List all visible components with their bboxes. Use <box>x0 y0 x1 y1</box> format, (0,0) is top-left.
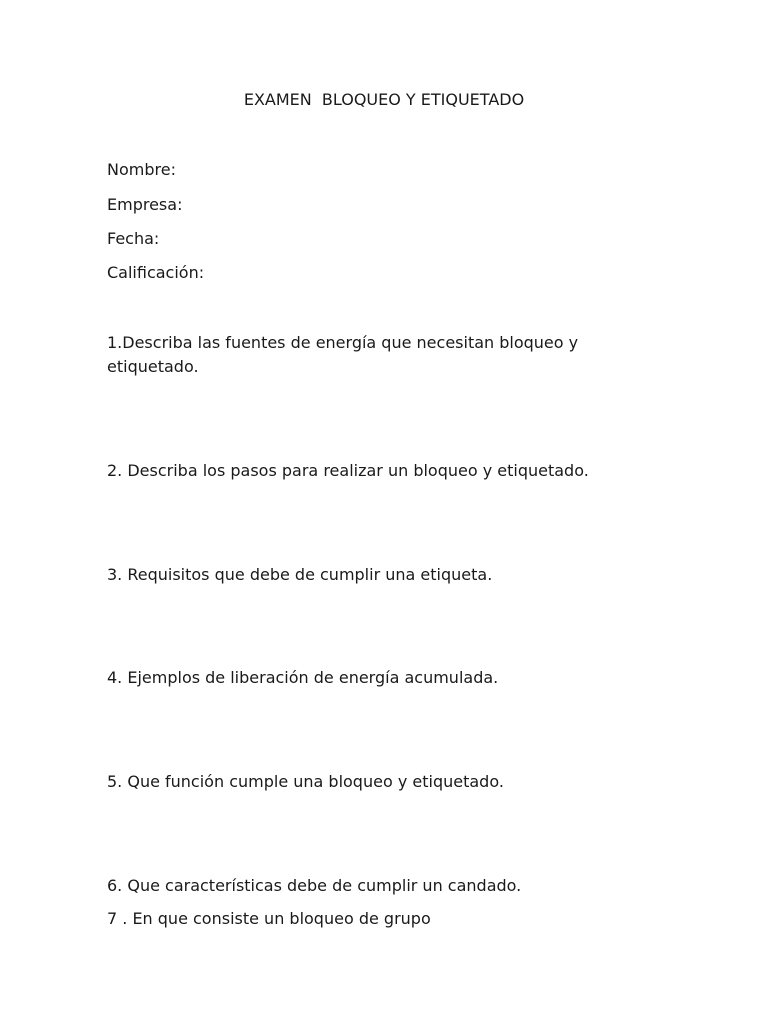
question-3: 3. Requisitos que debe de cumplir una etiqueta. <box>107 565 493 584</box>
question-2: 2. Describa los pasos para realizar un bloqueo y etiquetado. <box>107 461 589 480</box>
field-empresa: Empresa: <box>107 195 183 214</box>
question-4: 4. Ejemplos de liberación de energía acumulada. <box>107 668 499 687</box>
question-7: 7 . En que consiste un bloqueo de grupo <box>107 909 431 928</box>
exam-title: EXAMEN BLOQUEO Y ETIQUETADO <box>243 90 525 109</box>
question-5: 5. Que función cumple una bloqueo y etiquetado. <box>107 772 504 791</box>
question-1: 1.Describa las fuentes de energía que necesitan bloqueo y etiquetado. <box>107 333 579 376</box>
field-calificacion: Calificación: <box>107 263 205 282</box>
field-fecha: Fecha: <box>107 229 160 248</box>
field-nombre: Nombre: <box>107 160 176 179</box>
question-6: 6. Que características debe de cumplir un candado. <box>107 876 522 895</box>
